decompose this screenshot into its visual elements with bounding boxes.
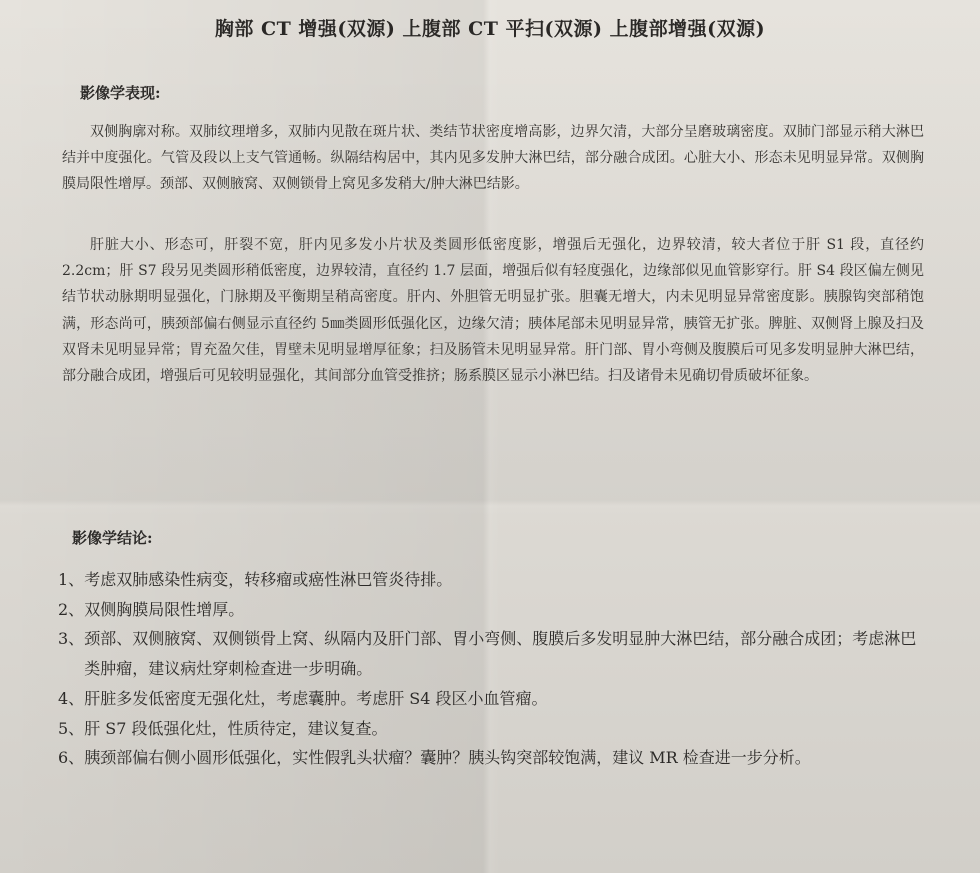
findings-paragraph-text: 肝脏大小、形态可，肝裂不宽，肝内见多发小片状及类圆形低密度影，增强后无强化，边界较清，较大者位于肝 S1 段，直径约 2.2cm；肝 S7 段另见类圆形稍低密度，边界较清，直径约 1.7 层面，增强后似有轻度强化，边缘部似见血管影穿行。肝 S4 段区偏左侧见结节状动脉期明显强化，门脉期及平衡期呈稍高密度。肝内、外胆管无明显扩张。胆囊无增大，内未见明显异常密度影。胰腺钩突部稍饱满，形态尚可，胰颈部偏右侧显示直径约 5㎜类圆形低强化区，边缘欠清；胰体尾部未见明显异常，胰管无扩张。脾脏、双侧肾上腺及扫及双肾未见明显异常；胃充盈欠佳，胃壁未见明显增厚征象；扫及肠管未见明显异常。肝门部、胃小弯侧及腹膜后可见多发明显肿大淋巴结，部分融合成团，增强后可见较明显强化，其间部分血管受推挤；肠系膜区显示小淋巴结。扫及诸骨未见确切骨质破坏征象。: [62, 237, 924, 385]
findings-paragraph-chest: [62, 119, 924, 198]
findings-paragraph-text: 双侧胸廓对称。双肺纹理增多，双肺内见散在斑片状、类结节状密度增高影，边界欠清，大部分呈磨玻璃密度。双肺门部显示稍大淋巴结并中度强化。气管及段以上支气管通畅。纵隔结构居中，其内见多发肿大淋巴结，部分融合成团。心脏大小、形态未见明显异常。双侧胸膜局限性增厚。颈部、双侧腋窝、双侧锁骨上窝见多发稍大/肿大淋巴结影。: [62, 124, 924, 193]
conclusion-list: [58, 565, 930, 773]
conclusion-item-text: 颈部、双侧腋窝、双侧锁骨上窝、纵隔内及肝门部、胃小弯侧、腹膜后多发明显肿大淋巴结，部分融合成团；考虑淋巴类肿瘤，建议病灶穿刺检查进一步明确。: [84, 629, 917, 679]
conclusion-item: [58, 565, 930, 595]
findings-heading: 影像学表现:: [80, 84, 161, 102]
conclusion-item-text: 肝 S7 段低强化灶，性质待定，建议复查。: [84, 718, 388, 738]
conclusion-item: [58, 624, 930, 683]
conclusion-item-text: 双侧胸膜局限性增厚。: [84, 599, 245, 619]
conclusion-item-number: 5、: [58, 718, 85, 738]
conclusion-heading: 影像学结论:: [72, 529, 153, 547]
conclusion-item-number: 3、: [58, 629, 85, 649]
report-title: 胸部 CT 增强(双源) 上腹部 CT 平扫(双源) 上腹部增强(双源): [214, 18, 766, 40]
conclusion-item-number: 4、: [58, 688, 85, 708]
conclusion-item-number: 2、: [58, 599, 85, 619]
conclusion-item: [58, 595, 930, 625]
conclusion-item: [58, 714, 930, 744]
conclusion-item-text: 肝脏多发低密度无强化灶，考虑囊肿。考虑肝 S4 段区小血管瘤。: [84, 688, 548, 708]
conclusion-item-text: 考虑双肺感染性病变，转移瘤或癌性淋巴管炎待排。: [84, 570, 453, 589]
conclusion-item: [58, 684, 930, 714]
findings-paragraph-abdomen: [62, 232, 924, 389]
conclusion-item-text: 胰颈部偏右侧小圆形低强化，实性假乳头状瘤？囊肿？胰头钩突部较饱满，建议 MR 检查进一步分析。: [84, 748, 811, 768]
conclusion-item-number: 1、: [58, 570, 85, 589]
conclusion-item: [58, 743, 930, 773]
conclusion-item-number: 6、: [58, 748, 85, 768]
